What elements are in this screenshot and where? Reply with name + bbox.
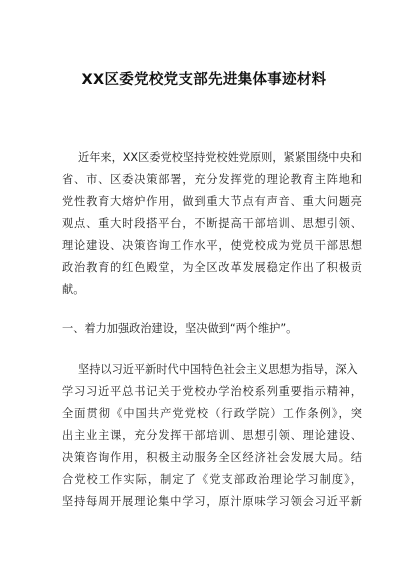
section-line-2: 学习习近平总书记关于党校办学治校系列重要指示精神， xyxy=(62,385,362,398)
intro-line-1: 近年来，XX区委党校坚持党校姓党原则，紧紧围绕中央和 xyxy=(78,151,362,164)
section-line-7: 坚持每周开展理论集中学习，原汁原味学习领会习近平新 xyxy=(62,495,362,508)
intro-line-4: 观点、重大时段搭平台，不断提高干部培训、思想引领、 xyxy=(62,217,362,230)
section-line-4: 出主业主课，充分发挥干部培训、思想引领、理论建设、 xyxy=(62,429,362,442)
intro-line-3: 党性教育大熔炉作用，做到重大节点有声音、重大问题亮 xyxy=(62,195,362,208)
intro-line-6: 政治教育的红色殿堂，为全区改革发展稳定作出了积极贡 xyxy=(62,261,362,274)
section-line-1: 坚持以习近平新时代中国特色社会主义思想为指导，深入 xyxy=(78,363,358,376)
document-title: XX区委党校党支部先进集体事迹材料 xyxy=(81,72,327,88)
section-line-5: 决策咨询作用，积极主动服务全区经济社会发展大局。结 xyxy=(62,451,362,464)
intro-line-7: 献。 xyxy=(62,283,85,296)
intro-line-2: 省、市、区委决策部署，充分发挥党的理论教育主阵地和 xyxy=(62,173,362,186)
intro-line-5: 理论建设、决策咨询工作水平，使党校成为党员干部思想 xyxy=(62,239,362,252)
section-heading: 一、着力加强政治建设，坚决做到“两个维护”。 xyxy=(62,322,298,335)
section-line-6: 合党校工作实际，制定了《党支部政治理论学习制度》， xyxy=(62,473,362,486)
section-line-3: 全面贯彻《中国共产党党校（行政学院）工作条例》，突 xyxy=(62,407,362,420)
